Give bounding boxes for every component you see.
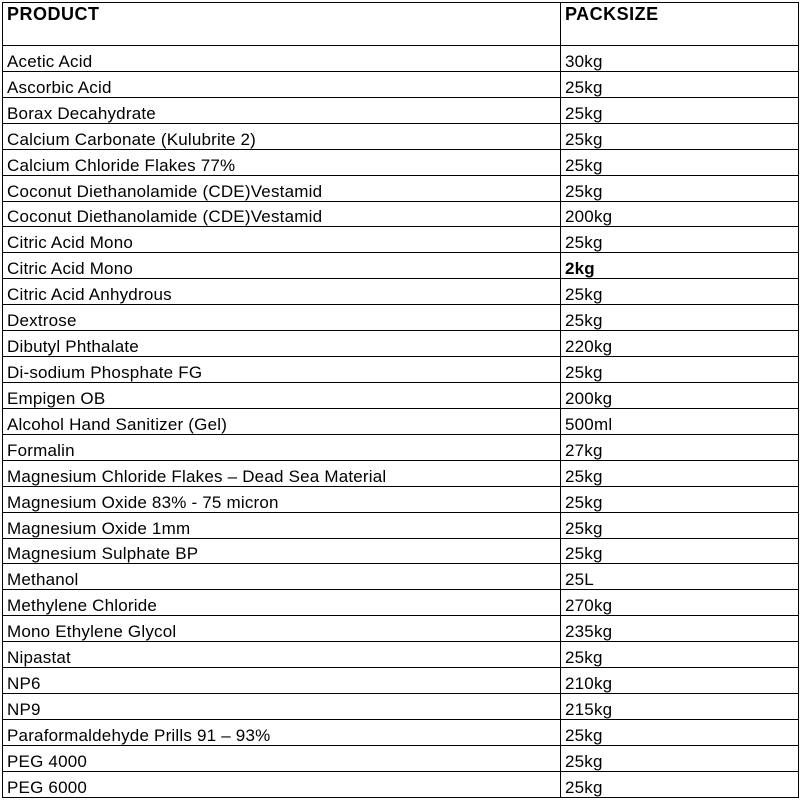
table-row	[3, 357, 799, 383]
product-cell: Empigen OB	[3, 382, 561, 408]
product-cell: Dextrose	[3, 305, 561, 331]
product-cell: Acetic Acid	[3, 46, 561, 72]
product-cell: Magnesium Chloride Flakes – Dead Sea Material	[3, 460, 561, 486]
packsize-cell: 200kg	[561, 201, 799, 227]
table-row	[3, 745, 799, 771]
table-row	[3, 97, 799, 123]
table-row	[3, 719, 799, 745]
packsize-cell: 25kg	[561, 97, 799, 123]
table-row	[3, 149, 799, 175]
packsize-cell: 270kg	[561, 590, 799, 616]
product-cell: Borax Decahydrate	[3, 97, 561, 123]
packsize-cell: 220kg	[561, 331, 799, 357]
packsize-cell: 25kg	[561, 771, 799, 797]
product-cell: Calcium Chloride Flakes 77%	[3, 149, 561, 175]
product-cell: Mono Ethylene Glycol	[3, 616, 561, 642]
header-packsize: PACKSIZE	[561, 3, 799, 46]
packsize-cell: 25kg	[561, 71, 799, 97]
product-cell: Alcohol Hand Sanitizer (Gel)	[3, 408, 561, 434]
product-cell: Citric Acid Mono	[3, 253, 561, 279]
product-cell: Magnesium Oxide 83% - 75 micron	[3, 486, 561, 512]
product-cell: Calcium Carbonate (Kulubrite 2)	[3, 123, 561, 149]
header-product: PRODUCT	[3, 3, 561, 46]
table-row	[3, 175, 799, 201]
packsize-cell: 25kg	[561, 538, 799, 564]
table-row	[3, 771, 799, 797]
packsize-cell: 25L	[561, 564, 799, 590]
product-cell: Magnesium Oxide 1mm	[3, 512, 561, 538]
packsize-cell: 25kg	[561, 357, 799, 383]
table-row	[3, 382, 799, 408]
table-row	[3, 642, 799, 668]
packsize-cell: 25kg	[561, 460, 799, 486]
packsize-cell: 25kg	[561, 123, 799, 149]
product-cell: Citric Acid Anhydrous	[3, 279, 561, 305]
table-row	[3, 486, 799, 512]
packsize-cell: 2kg	[561, 253, 799, 279]
packsize-cell: 500ml	[561, 408, 799, 434]
packsize-cell: 25kg	[561, 175, 799, 201]
table-row	[3, 305, 799, 331]
packsize-cell: 25kg	[561, 279, 799, 305]
packsize-cell: 25kg	[561, 486, 799, 512]
packsize-cell: 25kg	[561, 149, 799, 175]
packsize-cell: 30kg	[561, 46, 799, 72]
table-row	[3, 123, 799, 149]
packsize-cell: 25kg	[561, 305, 799, 331]
table-row	[3, 512, 799, 538]
table-row	[3, 434, 799, 460]
table-row	[3, 538, 799, 564]
packsize-cell: 25kg	[561, 227, 799, 253]
table-row	[3, 460, 799, 486]
product-cell: Nipastat	[3, 642, 561, 668]
table-row	[3, 668, 799, 694]
table-row	[3, 201, 799, 227]
packsize-cell: 25kg	[561, 642, 799, 668]
product-cell: Di-sodium Phosphate FG	[3, 357, 561, 383]
packsize-cell: 25kg	[561, 719, 799, 745]
product-cell: Methylene Chloride	[3, 590, 561, 616]
product-cell: NP9	[3, 694, 561, 720]
table-row	[3, 564, 799, 590]
packsize-cell: 27kg	[561, 434, 799, 460]
table-row	[3, 331, 799, 357]
packsize-cell: 200kg	[561, 382, 799, 408]
product-cell: Formalin	[3, 434, 561, 460]
table-row	[3, 694, 799, 720]
product-cell: PEG 6000	[3, 771, 561, 797]
product-packsize-table	[2, 2, 799, 798]
packsize-cell: 25kg	[561, 745, 799, 771]
product-cell: Dibutyl Phthalate	[3, 331, 561, 357]
table-row	[3, 71, 799, 97]
product-cell: PEG 4000	[3, 745, 561, 771]
table-row	[3, 253, 799, 279]
product-cell: Paraformaldehyde Prills 91 – 93%	[3, 719, 561, 745]
packsize-cell: 210kg	[561, 668, 799, 694]
table-row	[3, 46, 799, 72]
product-cell: Methanol	[3, 564, 561, 590]
table-row	[3, 279, 799, 305]
product-cell: Magnesium Sulphate BP	[3, 538, 561, 564]
table-row	[3, 408, 799, 434]
table-row	[3, 227, 799, 253]
packsize-cell: 215kg	[561, 694, 799, 720]
product-cell: NP6	[3, 668, 561, 694]
packsize-cell: 235kg	[561, 616, 799, 642]
product-cell: Citric Acid Mono	[3, 227, 561, 253]
header-row	[3, 3, 799, 46]
product-cell: Ascorbic Acid	[3, 71, 561, 97]
product-cell: Coconut Diethanolamide (CDE)Vestamid	[3, 201, 561, 227]
table-row	[3, 616, 799, 642]
packsize-cell: 25kg	[561, 512, 799, 538]
table-row	[3, 590, 799, 616]
product-cell: Coconut Diethanolamide (CDE)Vestamid	[3, 175, 561, 201]
